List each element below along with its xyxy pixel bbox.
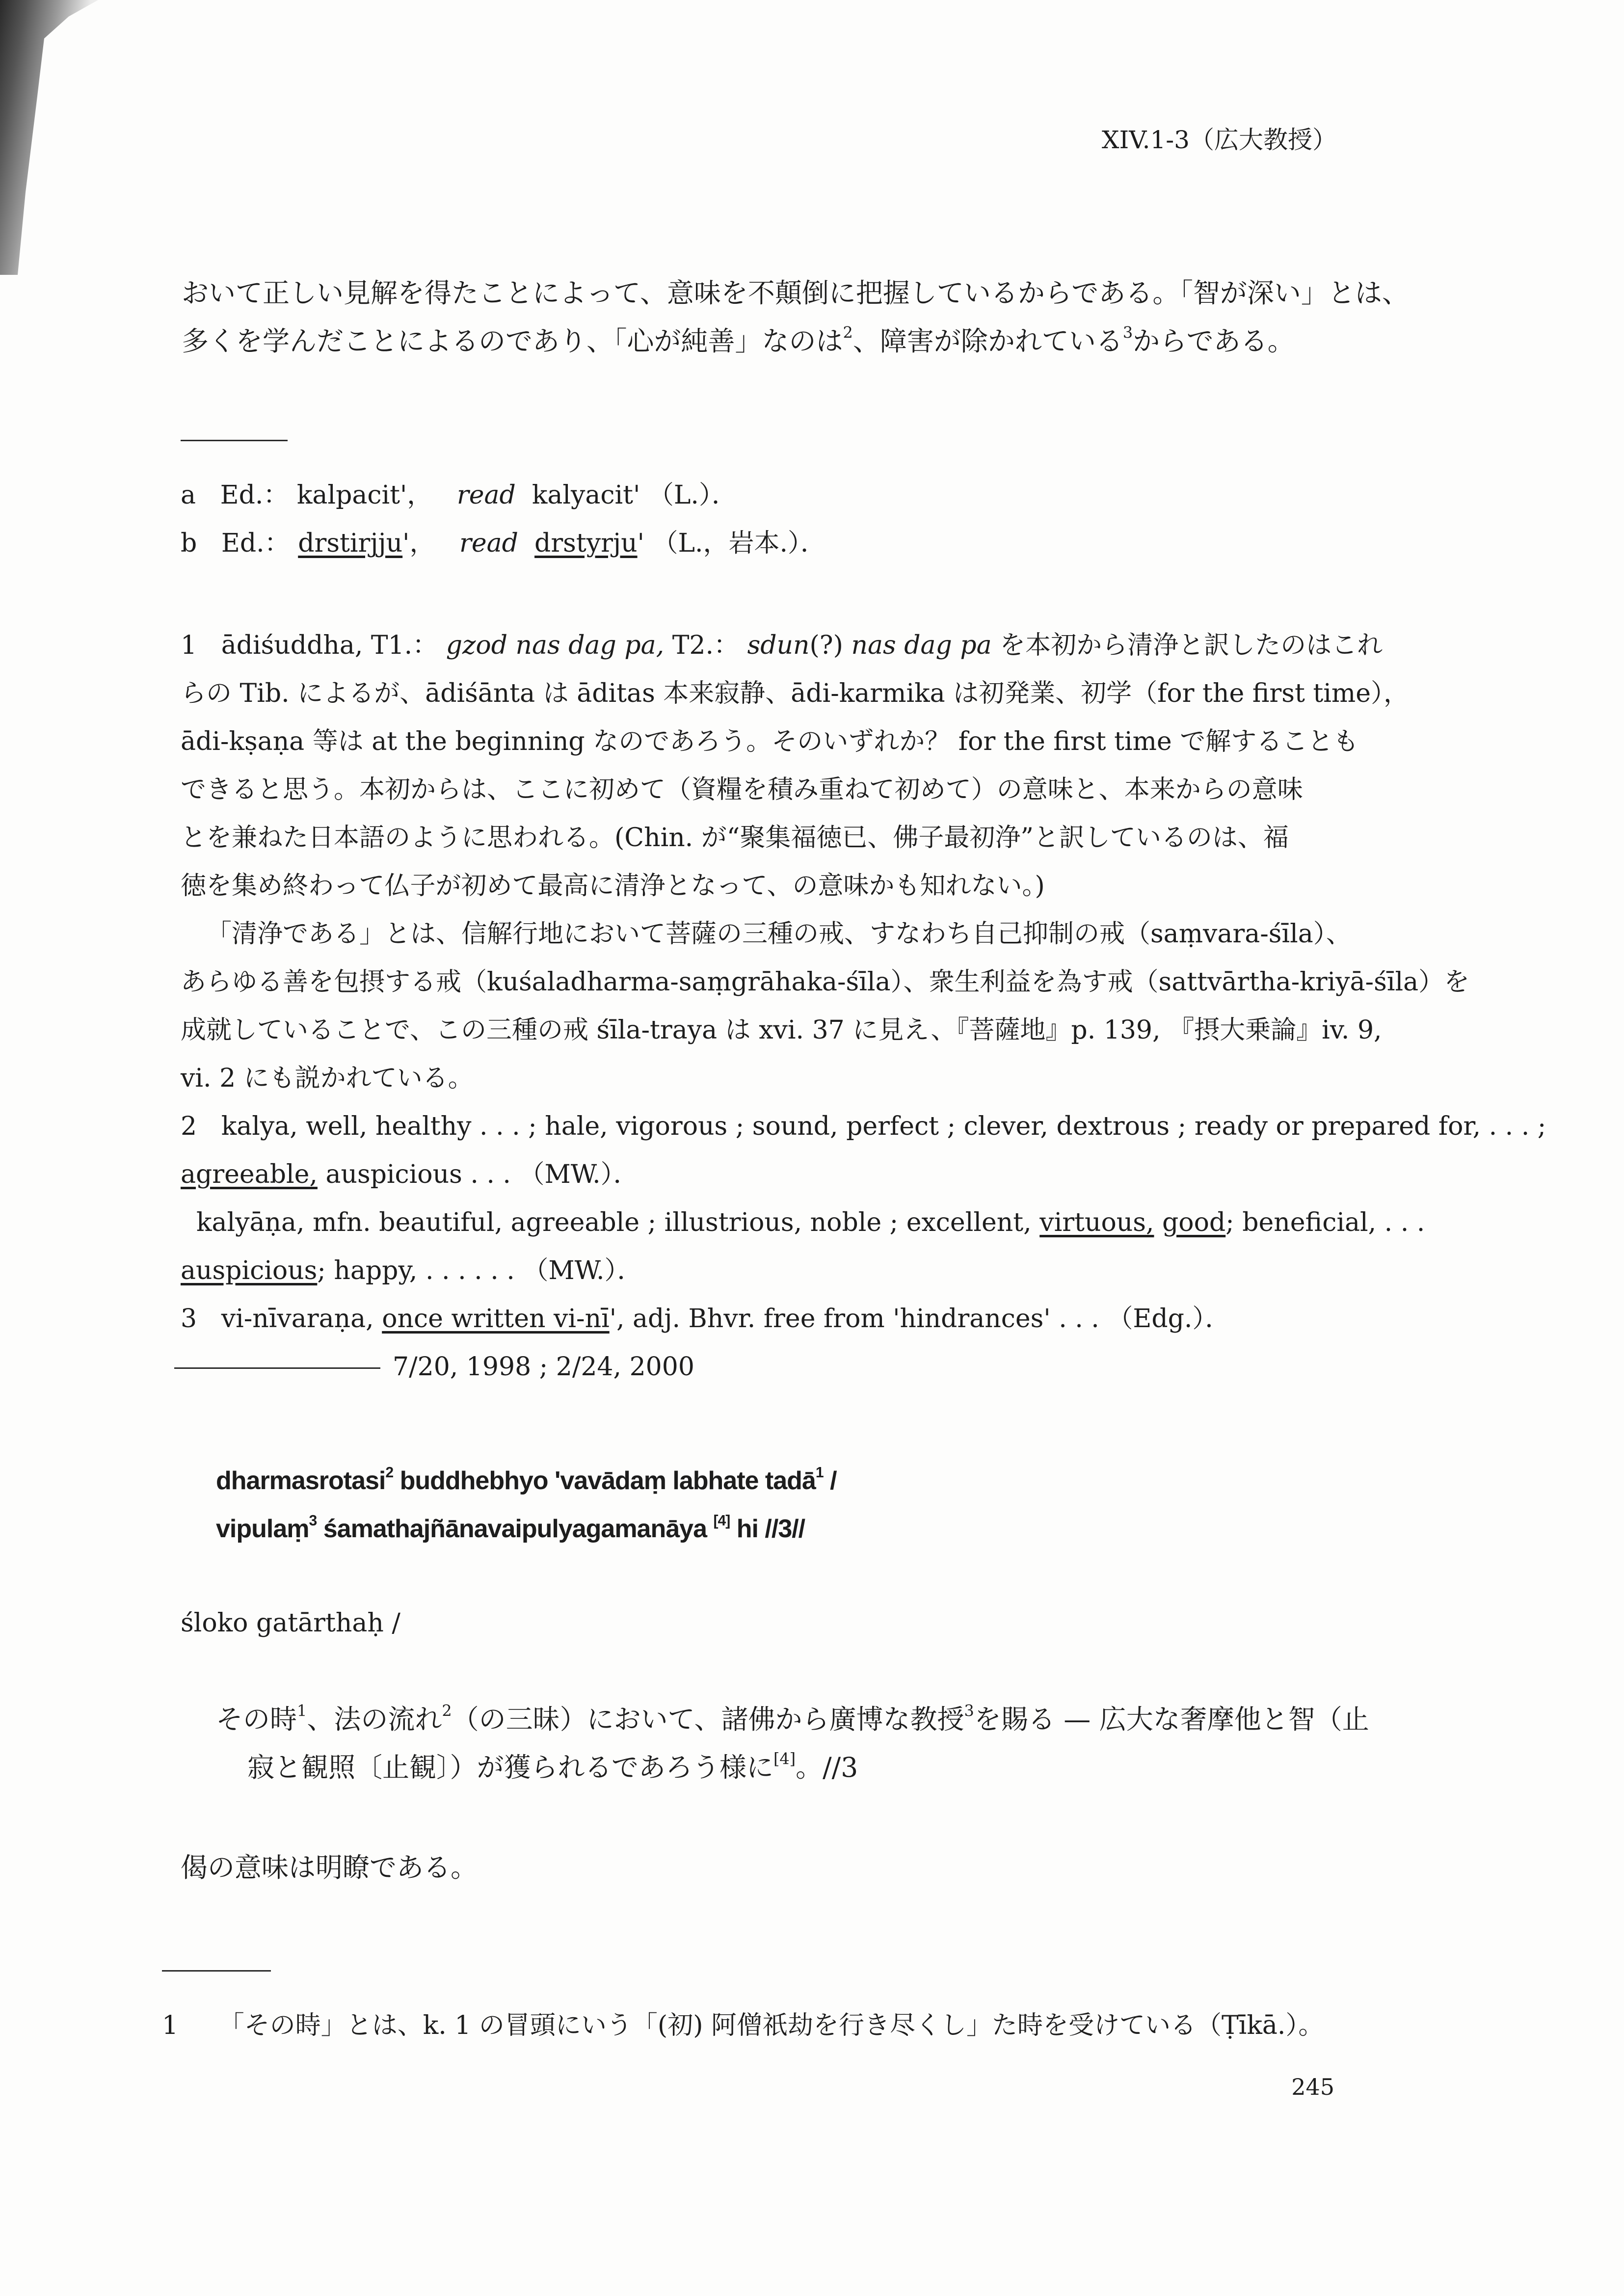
letter-notes <box>181 471 826 567</box>
note-line: 1 ādiśuddha, T1.： gzod nas dag pa, T2.： sdun(?) nas dag pa を本初から清浄と訳したのはこれ <box>181 631 1383 660</box>
note-line: auspicious; happy, . . . . . . （MW.）． <box>181 1256 643 1285</box>
date-rule <box>174 1367 380 1369</box>
verse-line: vipulaṃ$^3$ śamathajñānavaipulyagamanāya [4] hi //3// <box>216 1512 805 1543</box>
note-line: kalyāṇa, mfn. beautiful, agreeable ; illustrious, noble ; excellent, virtuous, good; beneficial, . . . <box>196 1208 1425 1237</box>
note-line: 2 kalya, well, healthy . . . ; hale, vigorous ; sound, perfect ; clever, dextrous ; ready or prepared for, . . . ; <box>181 1112 1546 1141</box>
intro-line: 多くを学んだことによるのであり、「心が純善」なのは$^2$、障害が除かれている$^3$からである。 <box>182 323 1295 357</box>
intro-line: おいて正しい見解を得たことによって、意味を不顛倒に把握しているからである。「智が深い」とは、 <box>182 277 1409 309</box>
note-line: agreeable, auspicious . . . （MW.）． <box>181 1160 639 1189</box>
note-line: 成就していることで、この三種の戒 śīla-traya は xvi. 37 に見え、『菩薩地』p. 139, 『摂大乗論』iv. 9, <box>181 1015 1382 1045</box>
note-line: ādi-kṣaṇa 等は at the beginning なのであろう。そのいずれか？ for the first time で解することも <box>181 727 1359 756</box>
note-line: あらゆる善を包摂する戒（kuśaladharma-saṃgrāhaka-śīla）、衆生利益を為す戒（sattvārtha-kriyā-śīla）を <box>181 967 1470 997</box>
revision-dates: 7/20, 1998 ; 2/24, 2000 <box>393 1352 694 1382</box>
verse-translation <box>216 1695 1369 1791</box>
footnote-2 <box>181 1102 1546 1295</box>
footnote-3: 3 vi-nīvaraṇa, once written vi-nī', adj. Bhvr. free from 'hindrances' . . . （Edg.）． <box>181 1304 1231 1334</box>
translation-line: その時$^1$、法の流れ$^2$（の三昧）において、諸佛から廣博な教授$^3$を賜る — 広大な奢摩他と智（止 <box>216 1701 1369 1735</box>
translation-line: 寂と観照〔止観〕）が獲られるであろう様に[4]。//3 <box>247 1749 858 1783</box>
running-header: XIV.1-3（広大教授） <box>1101 126 1337 154</box>
commentary-line: śloko gatārthaḥ / <box>181 1608 400 1638</box>
verse-line: dharmasrotasi$^2$ buddhebhyo 'vavādaṃ labhate tadā$^1$ / <box>216 1464 837 1495</box>
letter-note: a Ed.： kalpacit'， read kalyacit' （L.）． <box>181 481 737 510</box>
note-line: 「清浄である」とは、信解行地において菩薩の三種の戒、すなわち自己抑制の戒（saṃvara-śīla）、 <box>206 919 1352 949</box>
footnote-separator-2 <box>162 1970 271 1972</box>
page-number: 245 <box>1291 2074 1334 2100</box>
note-line: 徳を集め終わって仏子が初めて最高に清浄となって、の意味かも知れない。) <box>181 871 1045 901</box>
bottom-footnote-1: 1 「その時」とは、k. 1 の冒頭にいう「(初) 阿僧祇劫を行き尽くし」た時を受けている（Ṭīkā.）。 <box>162 2011 1324 2040</box>
sanskrit-verse <box>216 1457 837 1553</box>
letter-note: b Ed.： drstirjju'， read drstyrju' （L.，岩本.）． <box>181 529 826 558</box>
scan-shadow-edge <box>0 0 98 275</box>
footnote-separator <box>181 440 288 441</box>
note-line: とを兼ねた日本語のように思われる。(Chin. が“聚集福徳已、佛子最初浄”と訳しているのは、福 <box>181 823 1289 853</box>
note-line: vi. 2 にも説かれている。 <box>181 1064 474 1093</box>
footnote-1 <box>181 621 1469 1102</box>
note-line: できると思う。本初からは、ここに初めて（資糧を積み重ねて初めて）の意味と、本来からの意味 <box>181 775 1303 804</box>
meaning-statement: 偈の意味は明瞭である。 <box>181 1852 478 1883</box>
intro-paragraph <box>182 269 1409 365</box>
note-line: らの Tib. によるが、ādiśānta は āditas 本来寂静、ādi-karmika は初発業、初学（for the first time）， <box>181 679 1410 708</box>
